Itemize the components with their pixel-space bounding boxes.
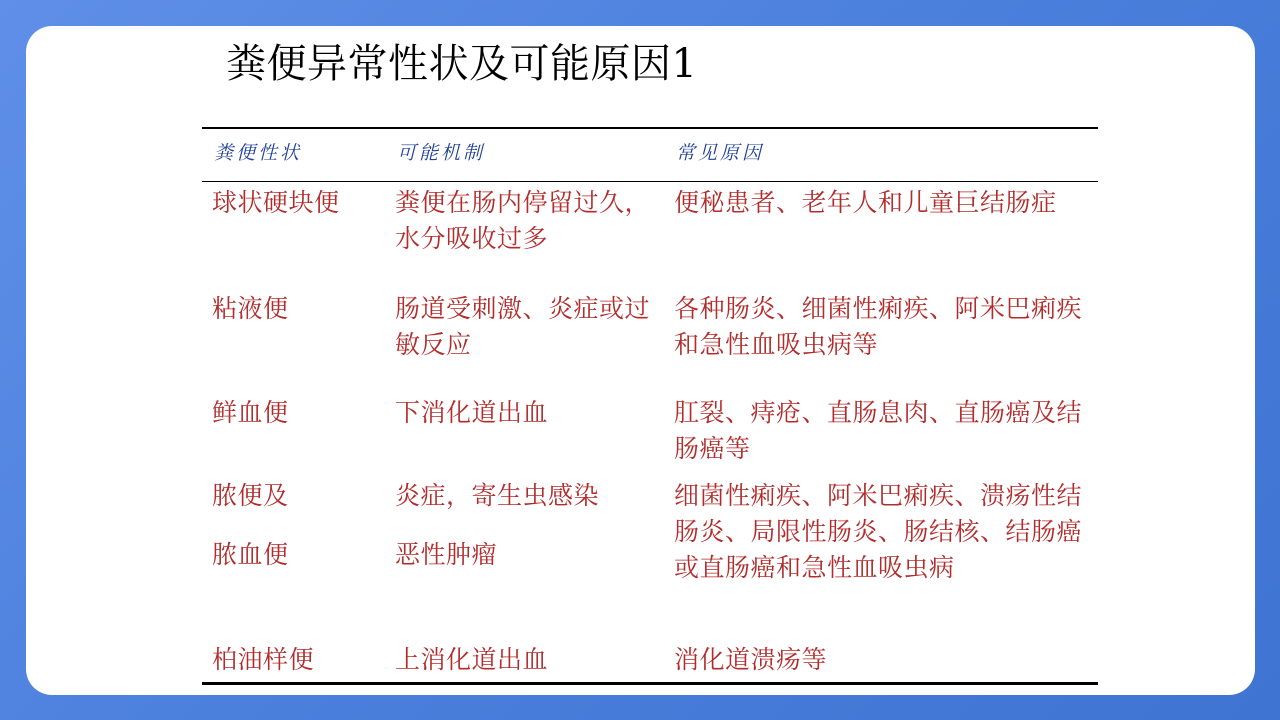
cell-shape-4: 脓便及 xyxy=(212,481,289,510)
cell-mechanism-4: 炎症，寄生虫感染 xyxy=(395,481,600,510)
table-bottom-rule xyxy=(202,682,1098,685)
slide-title xyxy=(226,40,697,88)
cell-shape-3: 鲜血便 xyxy=(212,398,289,427)
table-header-rule xyxy=(202,181,1098,182)
cell-cause-2: 各种肠炎、细菌性痢疾、阿米巴痢疾和急性血吸虫病等 xyxy=(674,294,1083,359)
cell-shape-5: 脓血便 xyxy=(212,540,289,569)
slide-card xyxy=(26,26,1255,695)
cell-cause-3: 肛裂、痔疮、直肠息肉、直肠癌及结肠癌等 xyxy=(674,398,1083,463)
cell-shape-6: 柏油样便 xyxy=(212,645,315,674)
title-suffix: 1 xyxy=(671,41,698,87)
cell-shape-2: 粘液便 xyxy=(212,294,289,323)
cell-cause-4: 细菌性痢疾、阿米巴痢疾、溃疡性结肠炎、局限性肠炎、肠结核、结肠癌或直肠癌和急性血吸虫病 xyxy=(674,481,1083,582)
cell-mechanism-6: 上消化道出血 xyxy=(395,645,549,674)
header-cause: 常见原因 xyxy=(676,142,765,164)
cell-mechanism-2: 肠道受刺激、炎症或过敏反应 xyxy=(395,294,651,359)
cell-mechanism-3: 下消化道出血 xyxy=(395,398,549,427)
cell-mechanism-5: 恶性肿瘤 xyxy=(395,540,498,569)
header-mechanism: 可能机制 xyxy=(397,142,486,164)
cell-cause-6: 消化道溃疡等 xyxy=(674,645,828,674)
cell-mechanism-1: 粪便在肠内停留过久，水分吸收过多 xyxy=(395,188,651,253)
cell-cause-1: 便秘患者、老年人和儿童巨结肠症 xyxy=(674,188,1057,217)
header-shape: 粪便性状 xyxy=(214,142,303,164)
title-text: 粪便异常性状及可能原因 xyxy=(226,41,672,87)
table-top-rule xyxy=(202,127,1098,129)
cell-shape-1: 球状硬块便 xyxy=(212,188,340,217)
